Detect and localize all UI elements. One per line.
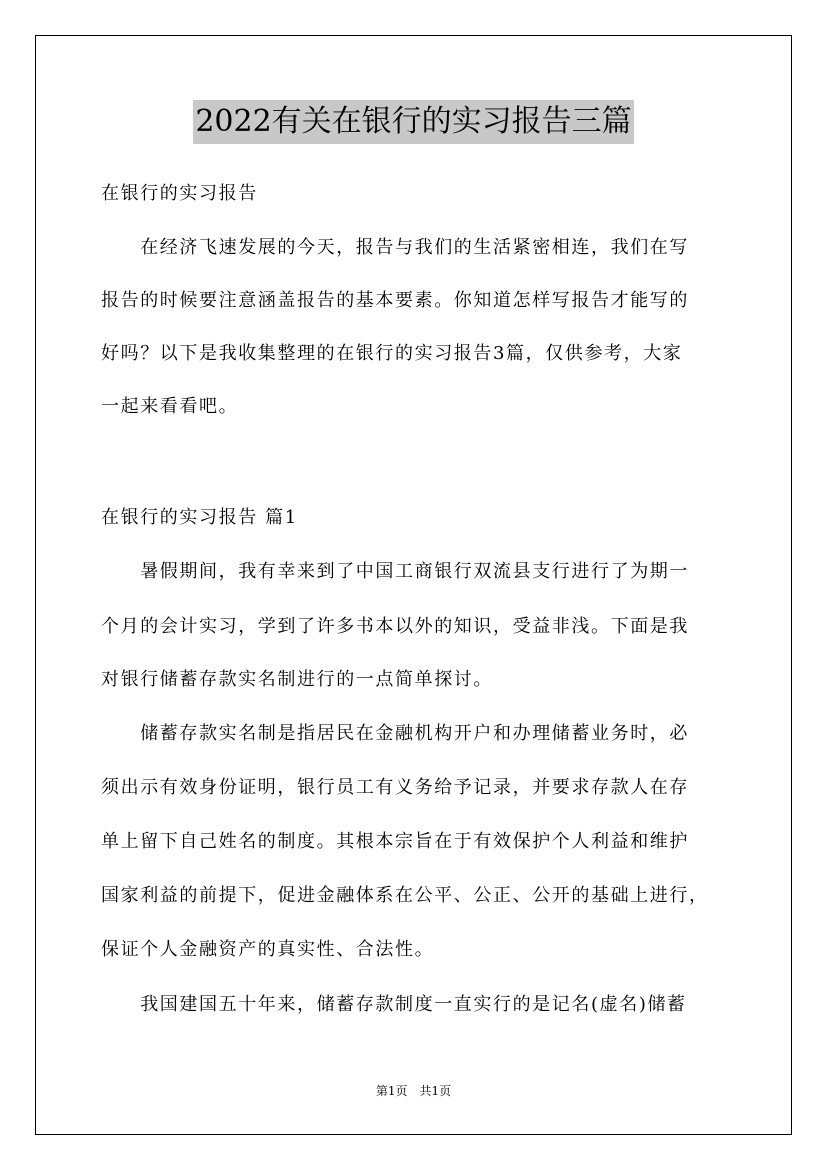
paragraph-line: 在经济飞速发展的今天，报告与我们的生活紧密相连，我们在写 <box>101 237 689 258</box>
paragraph-line: 国家利益的前提下，促进金融体系在公平、公正、公开的基础上进行， <box>101 885 709 906</box>
paragraph-line: 我国建国五十年来，储蓄存款制度一直实行的是记名(虚名)储蓄 <box>101 994 687 1015</box>
paragraph-line: 一起来看看吧。 <box>101 396 239 417</box>
paragraph-line: 好吗？以下是我收集整理的在银行的实习报告3篇，仅供参考，大家 <box>101 343 683 364</box>
title-container <box>0 100 827 144</box>
paragraph-line: 个月的会计实习，学到了许多书本以外的知识，受益非浅。下面是我 <box>101 616 689 637</box>
paragraph-line: 储蓄存款实名制是指居民在金融机构开户和办理储蓄业务时，必 <box>101 723 689 744</box>
paragraph-line: 报告的时候要注意涵盖报告的基本要素。你知道怎样写报告才能写的 <box>101 290 689 311</box>
paragraph-line: 对银行储蓄存款实名制进行的一点简单探讨。 <box>101 669 493 690</box>
document-title: 2022有关在银行的实习报告三篇 <box>193 100 633 144</box>
paragraph-line: 须出示有效身份证明，银行员工有义务给予记录，并要求存款人在存 <box>101 777 689 798</box>
section-heading: 在银行的实习报告 篇1 <box>101 507 298 528</box>
page-footer: 第1页 共1页 <box>375 1084 452 1098</box>
paragraph-line: 暑假期间，我有幸来到了中国工商银行双流县支行进行了为期一 <box>101 561 689 582</box>
section-heading: 在银行的实习报告 <box>101 183 258 204</box>
paragraph-line: 单上留下自己姓名的制度。其根本宗旨在于有效保护个人利益和维护 <box>101 831 689 852</box>
paragraph-line: 保证个人金融资产的真实性、合法性。 <box>101 939 435 960</box>
